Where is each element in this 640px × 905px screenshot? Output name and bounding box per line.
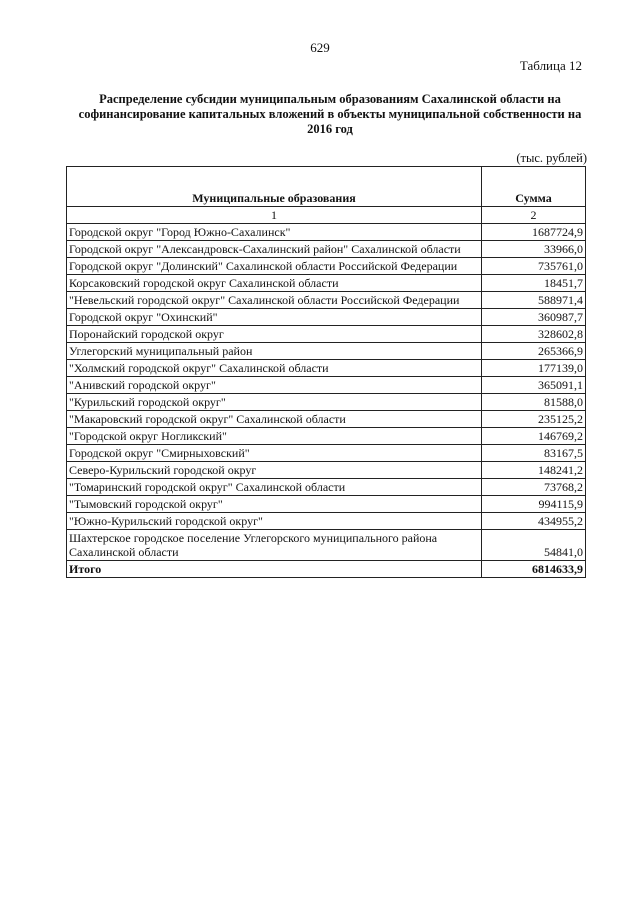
subsidy-sum: 735761,0 [482, 258, 586, 275]
table-row [67, 343, 586, 360]
subsidy-sum: 328602,8 [482, 326, 586, 343]
units-label: (тыс. рублей) [516, 151, 587, 165]
table-row [67, 479, 586, 496]
subsidy-sum: 148241,2 [482, 462, 586, 479]
municipality-name: "Тымовский городской округ" [67, 496, 482, 513]
total-label: Итого [67, 561, 482, 578]
subsidy-sum: 33966,0 [482, 241, 586, 258]
title-line: 2016 год [307, 122, 353, 136]
page-number: 629 [310, 40, 330, 55]
table-row [67, 513, 586, 530]
column-header-name: Муниципальные образования [67, 167, 482, 207]
subsidy-sum: 994115,9 [482, 496, 586, 513]
table-row [67, 530, 586, 561]
municipality-name: Корсаковский городской округ Сахалинской области [67, 275, 482, 292]
table-row [67, 445, 586, 462]
municipality-name: "Анивский городской округ" [67, 377, 482, 394]
municipality-name: Городской округ "Смирныховский" [67, 445, 482, 462]
title-line: софинансирование капитальных вложений в объекты муниципальной собственности на [78, 107, 582, 121]
subsidy-sum: 1687724,9 [482, 224, 586, 241]
column-number: 1 [67, 207, 482, 224]
table-row [67, 360, 586, 377]
table-row [67, 326, 586, 343]
table-row [67, 224, 586, 241]
municipality-name: "Макаровский городской округ" Сахалинской области [67, 411, 482, 428]
municipality-name: Шахтерское городское поселение Углегорского муниципального района Сахалинской области [67, 530, 482, 561]
municipality-name: "Невельский городской округ" Сахалинской области Российской Федерации [67, 292, 482, 309]
subsidy-sum: 360987,7 [482, 309, 586, 326]
municipality-name: Северо-Курильский городской округ [67, 462, 482, 479]
table-row [67, 258, 586, 275]
municipality-name: Углегорский муниципальный район [67, 343, 482, 360]
subsidies-table [66, 166, 586, 578]
table-row [67, 275, 586, 292]
column-header-sum: Сумма [482, 167, 586, 207]
municipality-name: "Южно-Курильский городской округ" [67, 513, 482, 530]
municipality-name: Городской округ "Александровск-Сахалинский район" Сахалинской области [67, 241, 482, 258]
subsidy-sum: 235125,2 [482, 411, 586, 428]
title-line: Распределение субсидии муниципальным образованиям Сахалинской области на [99, 92, 561, 106]
municipality-name: "Курильский городской округ" [67, 394, 482, 411]
municipality-name: Поронайский городской округ [67, 326, 482, 343]
municipality-name: Городской округ "Охинский" [67, 309, 482, 326]
table-row [67, 462, 586, 479]
subsidy-sum: 83167,5 [482, 445, 586, 462]
table-label: Таблица 12 [519, 58, 582, 73]
subsidy-sum: 81588,0 [482, 394, 586, 411]
total-sum: 6814633,9 [482, 561, 586, 578]
subsidy-sum: 434955,2 [482, 513, 586, 530]
municipality-name: "Томаринский городской округ" Сахалинской области [67, 479, 482, 496]
subsidy-sum: 54841,0 [482, 530, 586, 561]
table-row [67, 292, 586, 309]
subsidy-sum: 18451,7 [482, 275, 586, 292]
table-row [67, 241, 586, 258]
subsidy-sum: 73768,2 [482, 479, 586, 496]
subsidy-sum: 588971,4 [482, 292, 586, 309]
table-body [67, 224, 586, 561]
municipality-name: Городской округ "Город Южно-Сахалинск" [67, 224, 482, 241]
subsidy-sum: 146769,2 [482, 428, 586, 445]
municipality-name: "Холмский городской округ" Сахалинской области [67, 360, 482, 377]
document-title [70, 92, 590, 137]
table-row [67, 309, 586, 326]
subsidy-sum: 177139,0 [482, 360, 586, 377]
table-row [67, 496, 586, 513]
table-row [67, 377, 586, 394]
subsidy-sum: 365091,1 [482, 377, 586, 394]
table-row [67, 394, 586, 411]
table-row [67, 428, 586, 445]
municipality-name: Городской округ "Долинский" Сахалинской области Российской Федерации [67, 258, 482, 275]
total-row [67, 561, 586, 578]
column-number: 2 [482, 207, 586, 224]
municipality-name: "Городской округ Ногликский" [67, 428, 482, 445]
subsidy-sum: 265366,9 [482, 343, 586, 360]
table-row [67, 411, 586, 428]
